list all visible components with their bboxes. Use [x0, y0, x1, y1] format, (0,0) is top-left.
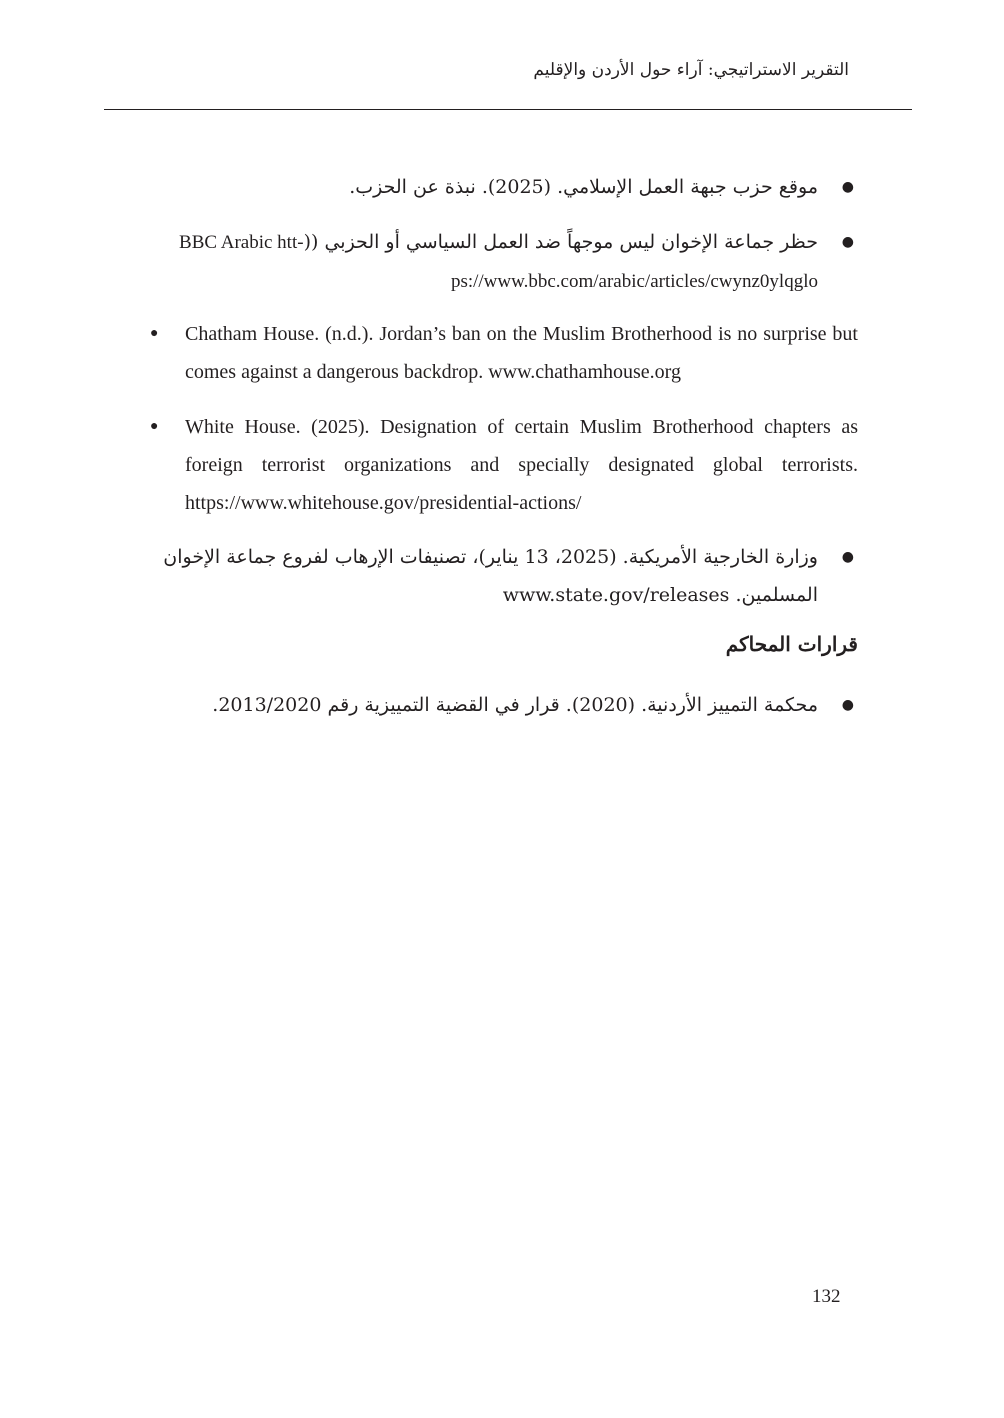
- bullet-icon: ●: [841, 179, 854, 195]
- bullet-icon: ●: [150, 326, 159, 341]
- running-header: التقرير الاستراتيجي: آراء حول الأردن والإقليم: [533, 60, 849, 80]
- reference-text: White House. (2025). Designation of certain Muslim Brotherhood chapters as foreign terrorist organizations and specially designated global terrorists. https://www.whitehouse.gov/presidential-actions/: [185, 416, 858, 514]
- reference-source: BBC Arabic htt-: [179, 232, 304, 253]
- bullet-icon: ●: [841, 234, 854, 250]
- reference-text: موقع حزب جبهة العمل الإسلامي. (2025). نبذة عن الحزب.: [349, 176, 818, 198]
- court-text: محكمة التمييز الأردنية. (2020). قرار في القضية التمييزية رقم 2013/2020.: [212, 694, 818, 716]
- reference-item: [148, 408, 858, 522]
- reference-item: [148, 223, 858, 301]
- reference-text: حظر جماعة الإخوان ليس موجهاً ضد العمل السياسي أو الحزبي ((: [303, 231, 818, 253]
- bullet-icon: ●: [150, 419, 159, 434]
- reference-text: وزارة الخارجية الأمريكية. (2025، 13 يناير)، تصنيفات الإرهاب لفروع جماعة الإخوان المسلمين. www.state.gov/releases: [163, 546, 818, 606]
- bullet-icon: ●: [841, 549, 854, 565]
- court-item: [148, 686, 858, 724]
- reference-item: [148, 315, 858, 391]
- reference-text: Chatham House. (n.d.). Jordan’s ban on the Muslim Brotherhood is no surprise but comes against a dangerous backdrop. www.chathamhouse.org: [185, 323, 858, 383]
- section-heading-courts: قرارات المحاكم: [725, 632, 858, 656]
- reference-item: [148, 168, 858, 206]
- header-divider: [104, 109, 912, 110]
- reference-item: [148, 538, 858, 614]
- page-number: 132: [812, 1286, 841, 1307]
- bullet-icon: ●: [841, 697, 854, 713]
- reference-url: ps://www.bbc.com/arabic/articles/cwynz0ylqglo: [450, 271, 818, 292]
